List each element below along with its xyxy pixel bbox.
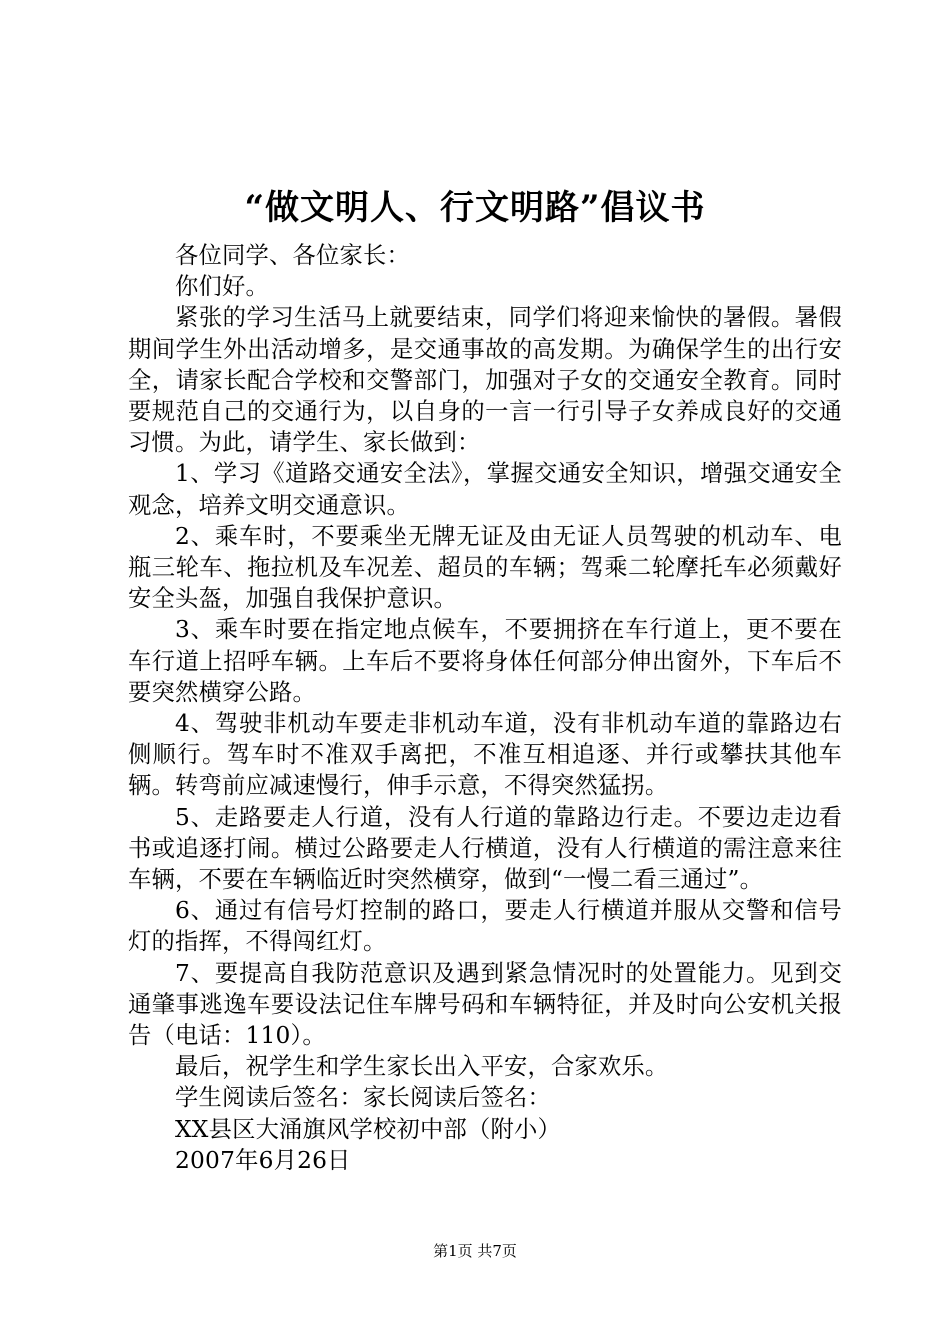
closing-wish: 最后，祝学生和学生家长出入平安，合家欢乐。 — [175, 1053, 669, 1081]
item-2: 2、乘车时，不要乘坐无牌无证及由无证人员驾驶的机动车、电瓶三轮车、拖拉机及车况差、超员的车辆；驾乘二轮摩托车必须戴好安全头盔，加强自我保护意识。 — [128, 522, 842, 613]
page-number-footer: 第1页 共7页 — [433, 1242, 517, 1260]
item-1: 1、学习《道路交通安全法》，掌握交通安全知识，增强交通安全观念，培养文明交通意识。 — [128, 460, 842, 519]
issuing-school: XX县区大涌旗风学校初中部（附小） — [175, 1115, 562, 1143]
item-6: 6、通过有信号灯控制的路口，要走人行横道并服从交警和信号灯的指挥，不得闯红灯。 — [128, 897, 842, 956]
document-body — [128, 240, 842, 1176]
item-5: 5、走路要走人行道，没有人行道的靠路边行走。不要边走边看书或追逐打闹。横过公路要走人行横道，没有人行横道的需注意来往车辆，不要在车辆临近时突然横穿，做到“一慢二看三通过”。 — [128, 803, 842, 894]
item-3: 3、乘车时要在指定地点候车，不要拥挤在车行道上，更不要在车行道上招呼车辆。上车后不要将身体任何部分伸出窗外，下车后不要突然横穿公路。 — [128, 616, 842, 706]
intro-paragraph: 紧张的学习生活马上就要结束，同学们将迎来愉快的暑假。暑假期间学生外出活动增多，是交通事故的高发期。为确保学生的出行安全，请家长配合学校和交警部门，加强对子女的交通安全教育。同时要规范自己的交通行为，以自身的一言一行引导子女养成良好的交通习惯。为此，请学生、家长做到： — [128, 304, 842, 457]
item-7: 7、要提高自我防范意识及遇到紧急情况时的处置能力。见到交通肇事逃逸车要设法记住车牌号码和车辆特征，并及时向公安机关报告（电话：110）。 — [128, 959, 842, 1050]
document-title: “做文明人、行文明路”倡议书 — [244, 188, 706, 228]
greeting: 你们好。 — [175, 273, 269, 301]
issue-date: 2007年6月26日 — [175, 1146, 351, 1174]
signature-line: 学生阅读后签名：家长阅读后签名： — [175, 1084, 551, 1112]
item-4: 4、驾驶非机动车要走非机动车道，没有非机动车道的靠路边右侧顺行。驾车时不准双手离把，不准互相追逐、并行或攀扶其他车辆。转弯前应减速慢行，伸手示意，不得突然猛拐。 — [128, 710, 842, 800]
salutation: 各位同学、各位家长： — [175, 242, 410, 269]
